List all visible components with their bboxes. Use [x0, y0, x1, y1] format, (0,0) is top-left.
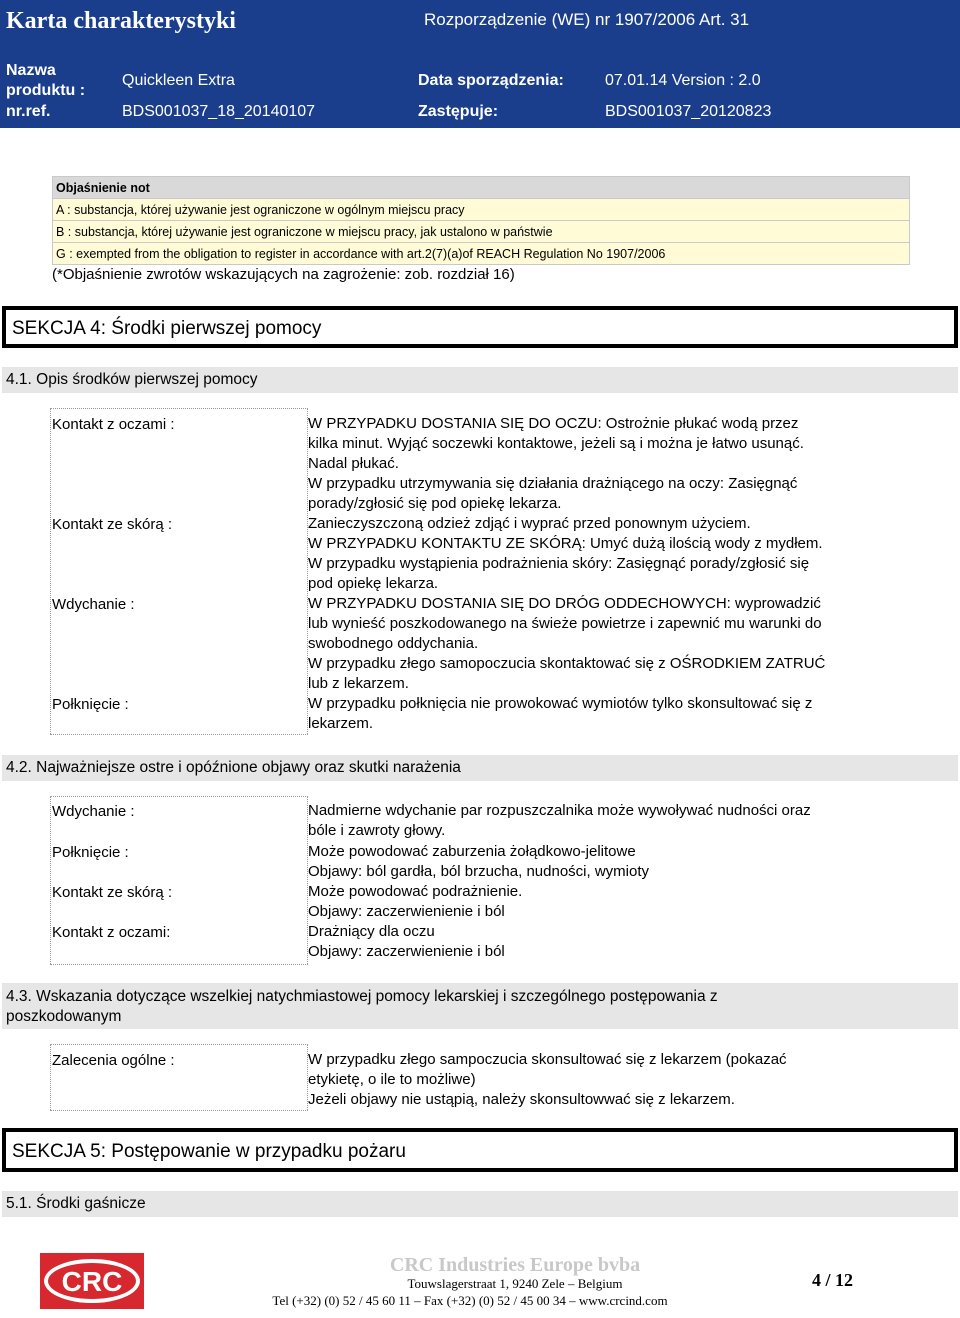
text-line: etykietę, o ile to możliwe): [308, 1071, 476, 1088]
legend-row: G : exempted from the obligation to register in accordance with art.2(7)(a)of REACH Regulation No 1907/2006: [53, 243, 910, 265]
label-general-advice: Zalecenia ogólne :: [52, 1052, 175, 1069]
text-line: Zanieczyszczoną odzież zdjąć i wyprać przed ponownym użyciem.: [308, 515, 751, 532]
text-line: lub wynieść poszkodowanego na świeże powietrze i zapewnić mu warunki do: [308, 615, 822, 632]
text-line: bóle i zawroty głowy.: [308, 822, 446, 839]
subsection-4-3-title: [2, 983, 958, 1029]
legend-row: A : substancja, której używanie jest ograniczone w ogólnym miejscu pracy: [53, 199, 910, 221]
footer-company: CRC Industries Europe bvba: [389, 1254, 641, 1276]
replaces-label: Zastępuje:: [418, 103, 499, 120]
text-inhalation: [308, 594, 908, 694]
text-skin-contact: [308, 514, 908, 594]
label-ingestion-symptoms: Połknięcie :: [52, 844, 129, 861]
subsection-4-2-title: 4.2. Najważniejsze ostre i opóźnione objawy oraz skutki narażenia: [2, 755, 958, 781]
replaces-value: BDS001037_20120823: [605, 103, 772, 120]
text-inhalation-symptoms: [308, 801, 908, 841]
text-line: lub z lekarzem.: [308, 675, 409, 692]
divider: [50, 964, 308, 965]
text-line: W PRZYPADKU KONTAKTU ZE SKÓRĄ: Umyć dużą ilością wody z mydłem.: [308, 535, 823, 552]
footer-contact: Tel (+32) (0) 52 / 45 60 11 – Fax (+32) (0) 52 / 45 00 34 – www.crcind.com: [272, 1293, 668, 1308]
text-line: kilka minut. Wyjąć soczewki kontaktowe, jeżeli są i można je łatwo usunąć.: [308, 435, 804, 452]
crc-logo: [40, 1253, 144, 1309]
divider: [50, 734, 308, 735]
text-eye-symptoms: [308, 922, 908, 962]
divider: [50, 408, 308, 409]
text-line: Nadmierne wdychanie par rozpuszczalnika może wywoływać nudności oraz: [308, 802, 811, 819]
subsection-5-1-title: 5.1. Środki gaśnicze: [2, 1191, 958, 1217]
label-inhalation-symptoms: Wdychanie :: [52, 803, 135, 820]
divider: [50, 796, 308, 797]
text-line: Objawy: zaczerwienienie i ból: [308, 943, 505, 960]
text-line: W przypadku połknięcia nie prowokować wymiotów tylko skonsultować się z: [308, 695, 813, 712]
text-line: Objawy: zaczerwienienie i ból: [308, 903, 505, 920]
text-line: Nadal płukać.: [308, 455, 399, 472]
subsection-4-1-title: 4.1. Opis środków pierwszej pomocy: [2, 367, 958, 393]
divider: [50, 1110, 308, 1111]
text-line: W przypadku złego samopoczucia skontaktować się z OŚRODKIEM ZATRUĆ: [308, 655, 826, 672]
regulation-text: Rozporządzenie (WE) nr 1907/2006 Art. 31: [424, 10, 750, 29]
title-line: poszkodowanym: [6, 1008, 122, 1025]
legend-row: B : substancja, której używanie jest ograniczone w miejscu pracy, jak ustalono w państwie: [53, 221, 910, 243]
section4-title: SEKCJA 4: Środki pierwszej pomocy: [12, 318, 322, 339]
label-skin-contact: Kontakt ze skórą :: [52, 516, 173, 533]
section5-header: [2, 1128, 958, 1172]
title-line: 4.3. Wskazania dotyczące wszelkiej natychmiastowej pomocy lekarskiej i szczególnego postępowania z: [6, 988, 718, 1005]
text-skin-symptoms: [308, 882, 908, 922]
text-line: Może powodować podrażnienie.: [308, 883, 523, 900]
text-line: W przypadku złego sampoczucia skonsultować się z lekarzem (pokazać: [308, 1051, 787, 1068]
product-name-label-2: produktu :: [6, 82, 86, 99]
label-ingestion: Połknięcie :: [52, 696, 129, 713]
text-general-advice: [308, 1050, 908, 1110]
document-title: Karta charakterystyki: [6, 8, 236, 34]
text-eye-contact: [308, 414, 908, 514]
date-label: Data sporządzenia:: [418, 72, 564, 89]
text-line: lekarzem.: [308, 715, 374, 732]
text-line: Jeżeli objawy nie ustąpią, należy skonsultowwać się z lekarzem.: [308, 1091, 735, 1108]
label-eye-symptoms: Kontakt z oczami:: [52, 924, 171, 941]
text-line: W PRZYPADKU DOSTANIA SIĘ DO OCZU: Ostrożnie płukać wodą przez: [308, 415, 799, 432]
section5-title: SEKCJA 5: Postępowanie w przypadku pożaru: [12, 1141, 406, 1162]
text-line: swobodnego oddychania.: [308, 635, 479, 652]
label-eye-contact: Kontakt z oczami :: [52, 416, 175, 433]
text-line: pod opiekę lekarza.: [308, 575, 439, 592]
text-line: Objawy: ból gardła, ból brzucha, nudności, wymioty: [308, 863, 650, 880]
date-value: 07.01.14 Version : 2.0: [605, 72, 761, 89]
label-column: [50, 408, 308, 734]
section4-header: [2, 306, 958, 348]
hazard-note: (*Objaśnienie zwrotów wskazujących na zagrożenie: zob. rozdział 16): [52, 266, 515, 283]
text-line: W przypadku wystąpienia podrażnienia skóry: Zasięgnąć porady/zgłosić się: [308, 555, 810, 572]
legend-title: Objaśnienie not: [53, 177, 910, 199]
text-line: W PRZYPADKU DOSTANIA SIĘ DO DRÓG ODDECHOWYCH: wyprowadzić: [308, 595, 821, 612]
text-ingestion: [308, 694, 908, 734]
page-number: 4 / 12: [812, 1270, 854, 1290]
text-line: porady/zgłosić się pod opiekę lekarza.: [308, 495, 562, 512]
text-line: W przypadku utrzymywania się działania drażniącego na oczy: Zasięgnąć: [308, 475, 798, 492]
text-ingestion-symptoms: [308, 842, 908, 882]
footer-address: Touwslagerstraat 1, 9240 Zele – Belgium: [407, 1276, 623, 1291]
text-line: Drażniący dla oczu: [308, 923, 435, 940]
ref-label: nr.ref.: [6, 103, 51, 120]
product-name-label-1: Nazwa: [6, 62, 56, 79]
legend-table: [52, 176, 910, 265]
label-skin-symptoms: Kontakt ze skórą :: [52, 884, 173, 901]
label-inhalation: Wdychanie :: [52, 596, 135, 613]
text-line: Może powodować zaburzenia żołądkowo-jelitowe: [308, 843, 636, 860]
divider: [50, 1044, 308, 1045]
logo-text: CRC: [61, 1266, 123, 1297]
ref-value: BDS001037_18_20140107: [122, 103, 316, 120]
product-name: Quickleen Extra: [122, 72, 235, 89]
